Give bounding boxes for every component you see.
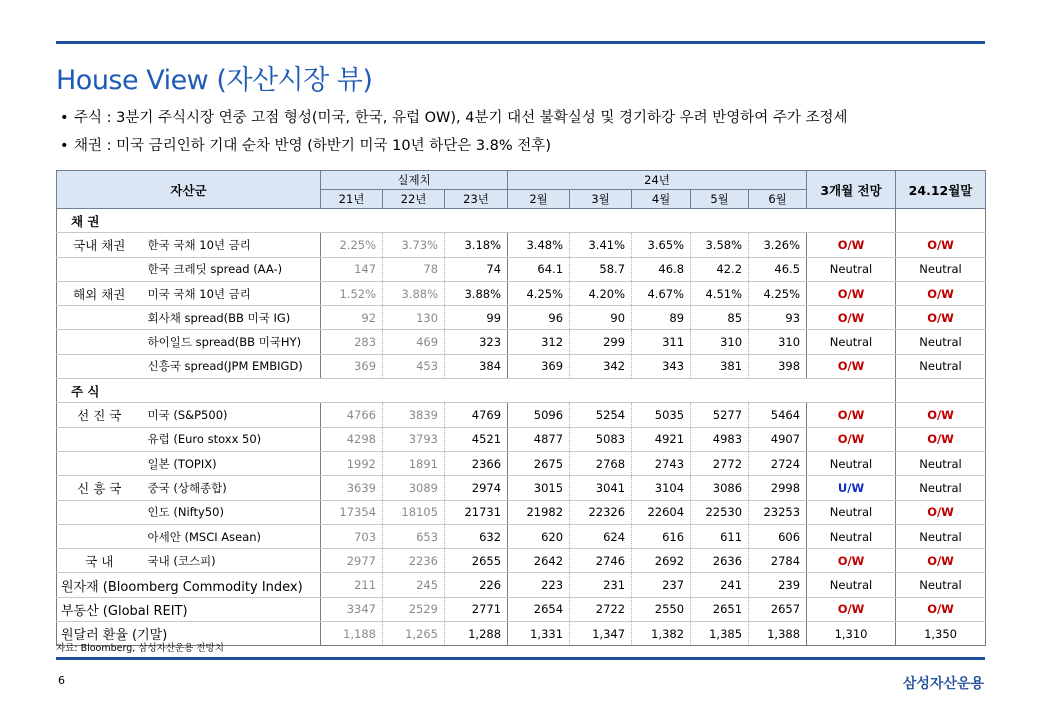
cell-month: 22604 bbox=[632, 500, 691, 524]
row-group: 국내 채권 bbox=[57, 233, 142, 257]
cell-month: 96 bbox=[508, 306, 570, 330]
cell-month: 5277 bbox=[691, 403, 749, 427]
section-row bbox=[57, 209, 986, 233]
top-rule bbox=[56, 41, 985, 44]
cell-month: 299 bbox=[570, 330, 632, 354]
cell-month: 2651 bbox=[691, 597, 749, 621]
cell-end: Neutral bbox=[896, 524, 986, 548]
row-item: 중국 (상해종합) bbox=[142, 476, 321, 500]
table-row bbox=[57, 549, 986, 573]
cell-end: O/W bbox=[896, 597, 986, 621]
cell-actual: 3793 bbox=[383, 427, 445, 451]
cell-month: 3.41% bbox=[570, 233, 632, 257]
cell-month: 2675 bbox=[508, 451, 570, 475]
cell-month: 4.25% bbox=[508, 281, 570, 305]
cell-month: 46.5 bbox=[749, 257, 807, 281]
cell-actual: 2366 bbox=[445, 451, 508, 475]
cell-outlook: Neutral bbox=[807, 500, 896, 524]
cell-actual: 1,188 bbox=[321, 622, 383, 646]
cell-month: 2692 bbox=[632, 549, 691, 573]
cell-month: 2636 bbox=[691, 549, 749, 573]
cell-month: 46.8 bbox=[632, 257, 691, 281]
cell-month: 42.2 bbox=[691, 257, 749, 281]
header-month: 6월 bbox=[749, 190, 807, 209]
row-group bbox=[57, 451, 142, 475]
cell-actual: 17354 bbox=[321, 500, 383, 524]
row-group bbox=[57, 500, 142, 524]
table-body bbox=[57, 209, 986, 646]
cell-month: 23253 bbox=[749, 500, 807, 524]
row-group: 국 내 bbox=[57, 549, 142, 573]
cell-month: 2722 bbox=[570, 597, 632, 621]
page-title: House View (자산시장 뷰) bbox=[56, 65, 373, 96]
table-row bbox=[57, 233, 986, 257]
cell-outlook: O/W bbox=[807, 403, 896, 427]
section-label: 채 권 bbox=[57, 209, 896, 233]
cell-outlook: Neutral bbox=[807, 573, 896, 597]
cell-actual: 3639 bbox=[321, 476, 383, 500]
summary-bullets bbox=[60, 104, 848, 160]
row-item: 유럽 (Euro stoxx 50) bbox=[142, 427, 321, 451]
section-filler bbox=[896, 209, 986, 233]
cell-month: 369 bbox=[508, 354, 570, 378]
cell-actual: 2529 bbox=[383, 597, 445, 621]
cell-month: 5464 bbox=[749, 403, 807, 427]
cell-month: 2784 bbox=[749, 549, 807, 573]
cell-end: O/W bbox=[896, 427, 986, 451]
cell-month: 2724 bbox=[749, 451, 807, 475]
cell-actual: 147 bbox=[321, 257, 383, 281]
cell-month: 22530 bbox=[691, 500, 749, 524]
cell-month: 2654 bbox=[508, 597, 570, 621]
cell-end: O/W bbox=[896, 500, 986, 524]
cell-month: 5035 bbox=[632, 403, 691, 427]
cell-actual: 1,265 bbox=[383, 622, 445, 646]
cell-actual: 1.52% bbox=[321, 281, 383, 305]
row-item: 한국 국채 10년 금리 bbox=[142, 233, 321, 257]
cell-month: 343 bbox=[632, 354, 691, 378]
cell-actual: 99 bbox=[445, 306, 508, 330]
cell-month: 4877 bbox=[508, 427, 570, 451]
cell-month: 85 bbox=[691, 306, 749, 330]
cell-actual: 2974 bbox=[445, 476, 508, 500]
cell-month: 2657 bbox=[749, 597, 807, 621]
cell-month: 310 bbox=[691, 330, 749, 354]
cell-actual: 245 bbox=[383, 573, 445, 597]
cell-month: 58.7 bbox=[570, 257, 632, 281]
table-row bbox=[57, 427, 986, 451]
section-label: 주 식 bbox=[57, 379, 896, 403]
row-item: 일본 (TOPIX) bbox=[142, 451, 321, 475]
row-group bbox=[57, 427, 142, 451]
cell-actual: 323 bbox=[445, 330, 508, 354]
header-asset-class: 자산군 bbox=[57, 171, 321, 209]
cell-actual: 4298 bbox=[321, 427, 383, 451]
cell-month: 620 bbox=[508, 524, 570, 548]
cell-outlook: O/W bbox=[807, 281, 896, 305]
table-row bbox=[57, 500, 986, 524]
table-row bbox=[57, 354, 986, 378]
cell-actual: 2236 bbox=[383, 549, 445, 573]
cell-actual: 18105 bbox=[383, 500, 445, 524]
cell-month: 223 bbox=[508, 573, 570, 597]
cell-outlook: Neutral bbox=[807, 257, 896, 281]
row-label: 원달러 환율 (기말) bbox=[57, 622, 321, 646]
row-group bbox=[57, 306, 142, 330]
cell-end: O/W bbox=[896, 403, 986, 427]
cell-month: 231 bbox=[570, 573, 632, 597]
header-24y: 24년 bbox=[508, 171, 807, 190]
header-year: 23년 bbox=[445, 190, 508, 209]
cell-month: 3041 bbox=[570, 476, 632, 500]
row-group bbox=[57, 330, 142, 354]
cell-actual: 3089 bbox=[383, 476, 445, 500]
table-row bbox=[57, 281, 986, 305]
cell-end: Neutral bbox=[896, 354, 986, 378]
cell-month: 606 bbox=[749, 524, 807, 548]
cell-month: 4.20% bbox=[570, 281, 632, 305]
cell-end: O/W bbox=[896, 281, 986, 305]
row-group bbox=[57, 354, 142, 378]
cell-month: 21982 bbox=[508, 500, 570, 524]
table-row bbox=[57, 257, 986, 281]
cell-month: 237 bbox=[632, 573, 691, 597]
cell-month: 3015 bbox=[508, 476, 570, 500]
cell-month: 4983 bbox=[691, 427, 749, 451]
cell-month: 5083 bbox=[570, 427, 632, 451]
cell-end: Neutral bbox=[896, 330, 986, 354]
cell-month: 3.26% bbox=[749, 233, 807, 257]
cell-actual: 3.88% bbox=[445, 281, 508, 305]
bullet-marker: • bbox=[60, 110, 69, 126]
table-row bbox=[57, 476, 986, 500]
cell-actual: 3.73% bbox=[383, 233, 445, 257]
cell-actual: 92 bbox=[321, 306, 383, 330]
cell-end: O/W bbox=[896, 549, 986, 573]
cell-month: 89 bbox=[632, 306, 691, 330]
cell-outlook: O/W bbox=[807, 427, 896, 451]
row-group bbox=[57, 257, 142, 281]
cell-month: 1,385 bbox=[691, 622, 749, 646]
cell-end: Neutral bbox=[896, 451, 986, 475]
house-view-table bbox=[56, 170, 986, 646]
cell-actual: 4766 bbox=[321, 403, 383, 427]
row-item: 국내 (코스피) bbox=[142, 549, 321, 573]
row-label: 부동산 (Global REIT) bbox=[57, 597, 321, 621]
cell-end: O/W bbox=[896, 233, 986, 257]
cell-actual: 369 bbox=[321, 354, 383, 378]
row-item: 회사채 spread(BB 미국 IG) bbox=[142, 306, 321, 330]
cell-actual: 211 bbox=[321, 573, 383, 597]
cell-actual: 130 bbox=[383, 306, 445, 330]
cell-actual: 283 bbox=[321, 330, 383, 354]
cell-month: 2743 bbox=[632, 451, 691, 475]
cell-actual: 3839 bbox=[383, 403, 445, 427]
cell-end: 1,350 bbox=[896, 622, 986, 646]
cell-outlook: O/W bbox=[807, 306, 896, 330]
cell-month: 342 bbox=[570, 354, 632, 378]
cell-month: 2768 bbox=[570, 451, 632, 475]
cell-month: 4.67% bbox=[632, 281, 691, 305]
cell-month: 611 bbox=[691, 524, 749, 548]
bottom-rule bbox=[56, 657, 985, 660]
cell-actual: 384 bbox=[445, 354, 508, 378]
bullet-marker: • bbox=[60, 138, 69, 154]
cell-actual: 21731 bbox=[445, 500, 508, 524]
row-item: 인도 (Nifty50) bbox=[142, 500, 321, 524]
cell-actual: 453 bbox=[383, 354, 445, 378]
cell-actual: 3347 bbox=[321, 597, 383, 621]
cell-actual: 1,288 bbox=[445, 622, 508, 646]
row-item: 미국 국채 10년 금리 bbox=[142, 281, 321, 305]
cell-month: 4.51% bbox=[691, 281, 749, 305]
table-row bbox=[57, 451, 986, 475]
cell-actual: 78 bbox=[383, 257, 445, 281]
cell-month: 310 bbox=[749, 330, 807, 354]
bullet-text: 주식 : 3분기 주식시장 연중 고점 형성(미국, 한국, 유럽 OW), 4분기 대선 불확실성 및 경기하강 우려 반영하여 주가 조정세 bbox=[74, 110, 848, 126]
cell-actual: 3.18% bbox=[445, 233, 508, 257]
row-label: 원자재 (Bloomberg Commodity Index) bbox=[57, 573, 321, 597]
bullet-text: 채권 : 미국 금리인하 기대 순차 반영 (하반기 미국 10년 하단은 3.8% 전후) bbox=[74, 138, 551, 154]
cell-outlook: O/W bbox=[807, 233, 896, 257]
cell-month: 312 bbox=[508, 330, 570, 354]
cell-month: 3086 bbox=[691, 476, 749, 500]
cell-month: 93 bbox=[749, 306, 807, 330]
cell-month: 1,382 bbox=[632, 622, 691, 646]
cell-month: 2998 bbox=[749, 476, 807, 500]
bullet-bonds bbox=[60, 132, 848, 160]
cell-month: 624 bbox=[570, 524, 632, 548]
cell-month: 2746 bbox=[570, 549, 632, 573]
cell-month: 2642 bbox=[508, 549, 570, 573]
header-month: 4월 bbox=[632, 190, 691, 209]
cell-actual: 2655 bbox=[445, 549, 508, 573]
cell-month: 3.65% bbox=[632, 233, 691, 257]
cell-month: 3.48% bbox=[508, 233, 570, 257]
table-row bbox=[57, 330, 986, 354]
cell-actual: 653 bbox=[383, 524, 445, 548]
header-end-2412: 24.12월말 bbox=[896, 171, 986, 209]
cell-month: 3104 bbox=[632, 476, 691, 500]
cell-month: 5254 bbox=[570, 403, 632, 427]
cell-month: 5096 bbox=[508, 403, 570, 427]
row-item: 하이일드 spread(BB 미국HY) bbox=[142, 330, 321, 354]
table-row bbox=[57, 403, 986, 427]
cell-actual: 703 bbox=[321, 524, 383, 548]
cell-month: 239 bbox=[749, 573, 807, 597]
cell-month: 241 bbox=[691, 573, 749, 597]
table-row bbox=[57, 524, 986, 548]
cell-outlook: Neutral bbox=[807, 451, 896, 475]
section-filler bbox=[896, 379, 986, 403]
cell-actual: 4521 bbox=[445, 427, 508, 451]
cell-month: 4907 bbox=[749, 427, 807, 451]
cell-outlook: O/W bbox=[807, 549, 896, 573]
header-month: 5월 bbox=[691, 190, 749, 209]
page-number: 6 bbox=[58, 674, 65, 687]
cell-end: Neutral bbox=[896, 573, 986, 597]
table-row bbox=[57, 306, 986, 330]
cell-outlook: O/W bbox=[807, 597, 896, 621]
cell-month: 1,388 bbox=[749, 622, 807, 646]
header-outlook-3m: 3개월 전망 bbox=[807, 171, 896, 209]
header-month: 2월 bbox=[508, 190, 570, 209]
header-actual: 실제치 bbox=[321, 171, 508, 190]
cell-outlook: Neutral bbox=[807, 330, 896, 354]
source-note: 자료: Bloomberg, 삼성자산운용 전망치 bbox=[56, 643, 224, 654]
cell-outlook: Neutral bbox=[807, 524, 896, 548]
row-group bbox=[57, 524, 142, 548]
table-row bbox=[57, 573, 986, 597]
cell-month: 2772 bbox=[691, 451, 749, 475]
cell-month: 4.25% bbox=[749, 281, 807, 305]
cell-actual: 2977 bbox=[321, 549, 383, 573]
cell-month: 616 bbox=[632, 524, 691, 548]
cell-month: 2550 bbox=[632, 597, 691, 621]
cell-end: O/W bbox=[896, 306, 986, 330]
cell-month: 90 bbox=[570, 306, 632, 330]
cell-actual: 2.25% bbox=[321, 233, 383, 257]
bullet-stocks bbox=[60, 104, 848, 132]
header-month: 3월 bbox=[570, 190, 632, 209]
row-group: 해외 채권 bbox=[57, 281, 142, 305]
section-row bbox=[57, 379, 986, 403]
row-item: 한국 크레딧 spread (AA-) bbox=[142, 257, 321, 281]
header-year: 22년 bbox=[383, 190, 445, 209]
cell-end: Neutral bbox=[896, 257, 986, 281]
brand-logo: 삼성자산운용 bbox=[902, 676, 984, 692]
header-year: 21년 bbox=[321, 190, 383, 209]
cell-month: 1,331 bbox=[508, 622, 570, 646]
cell-outlook: U/W bbox=[807, 476, 896, 500]
cell-actual: 1891 bbox=[383, 451, 445, 475]
cell-month: 3.58% bbox=[691, 233, 749, 257]
cell-actual: 2771 bbox=[445, 597, 508, 621]
cell-month: 311 bbox=[632, 330, 691, 354]
cell-month: 1,347 bbox=[570, 622, 632, 646]
cell-month: 22326 bbox=[570, 500, 632, 524]
table-row bbox=[57, 597, 986, 621]
cell-month: 381 bbox=[691, 354, 749, 378]
cell-outlook: 1,310 bbox=[807, 622, 896, 646]
cell-actual: 1992 bbox=[321, 451, 383, 475]
row-group: 신 흥 국 bbox=[57, 476, 142, 500]
row-item: 신흥국 spread(JPM EMBIGD) bbox=[142, 354, 321, 378]
row-item: 미국 (S&P500) bbox=[142, 403, 321, 427]
cell-month: 4921 bbox=[632, 427, 691, 451]
cell-actual: 226 bbox=[445, 573, 508, 597]
cell-outlook: O/W bbox=[807, 354, 896, 378]
cell-month: 64.1 bbox=[508, 257, 570, 281]
cell-month: 398 bbox=[749, 354, 807, 378]
cell-actual: 4769 bbox=[445, 403, 508, 427]
row-group: 선 진 국 bbox=[57, 403, 142, 427]
row-item: 아세안 (MSCI Asean) bbox=[142, 524, 321, 548]
cell-actual: 632 bbox=[445, 524, 508, 548]
cell-actual: 3.88% bbox=[383, 281, 445, 305]
cell-actual: 469 bbox=[383, 330, 445, 354]
cell-actual: 74 bbox=[445, 257, 508, 281]
cell-end: Neutral bbox=[896, 476, 986, 500]
